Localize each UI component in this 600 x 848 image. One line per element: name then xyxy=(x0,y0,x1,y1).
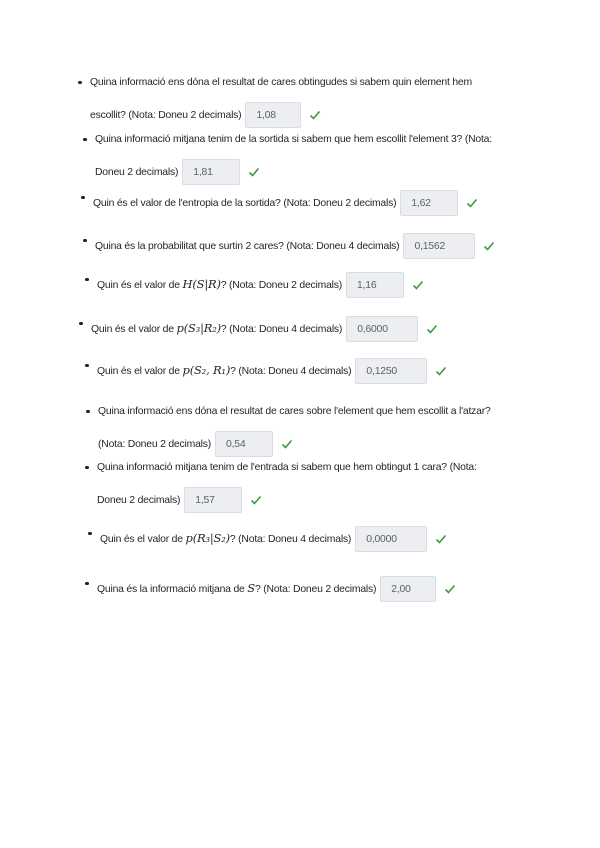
question-7-text-2: ? (Nota: Doneu 4 decimals) xyxy=(230,365,352,377)
checkmark-icon xyxy=(435,533,447,545)
checkmark-icon xyxy=(248,166,260,178)
answer-input-3[interactable]: 1,62 xyxy=(400,190,458,216)
question-9-text: Quina informació mitjana tenim de l'entrada si sabem que hem obtingut 1 cara? (Nota: xyxy=(97,462,477,473)
question-1-text: Quina informació ens dóna el resultat de cares obtingudes si sabem quin element hem xyxy=(90,77,472,88)
answer-input-5[interactable]: 1,16 xyxy=(346,272,404,298)
question-10 xyxy=(100,526,447,552)
question-11-text-2: ? (Nota: Doneu 2 decimals) xyxy=(254,583,377,595)
checkmark-icon xyxy=(426,323,438,335)
question-9-text-2: Doneu 2 decimals) xyxy=(97,494,181,506)
question-3 xyxy=(93,190,478,216)
bullet xyxy=(86,410,90,414)
checkmark-icon xyxy=(250,494,262,506)
answer-input-4[interactable]: 0,1562 xyxy=(403,233,475,259)
question-9 xyxy=(97,460,477,513)
question-11-text: Quina és la informació mitjana de xyxy=(97,583,248,595)
answer-input-6[interactable]: 0,6000 xyxy=(346,316,418,342)
answer-input-9[interactable]: 1,57 xyxy=(184,487,242,513)
checkmark-icon xyxy=(309,109,321,121)
checkmark-icon xyxy=(281,438,293,450)
bullet xyxy=(83,138,87,142)
bullet xyxy=(88,532,92,536)
bullet xyxy=(83,239,87,243)
bullet xyxy=(78,81,82,85)
bullet xyxy=(85,466,89,470)
question-10-text: Quin és el valor de xyxy=(100,533,186,545)
checkmark-icon xyxy=(483,240,495,252)
question-2 xyxy=(95,132,492,185)
question-6-text-2: ? (Nota: Doneu 4 decimals) xyxy=(220,323,343,335)
bullet xyxy=(85,364,89,368)
answer-input-11[interactable]: 2,00 xyxy=(380,576,436,602)
math-expression: p(R₃|S₂) xyxy=(185,530,230,545)
answer-input-1[interactable]: 1,08 xyxy=(245,102,301,128)
question-6-text: Quin és el valor de xyxy=(91,323,177,335)
question-4 xyxy=(95,233,495,259)
answer-input-8[interactable]: 0,54 xyxy=(215,431,273,457)
checkmark-icon xyxy=(435,365,447,377)
question-10-text-2: ? (Nota: Doneu 4 decimals) xyxy=(229,533,352,545)
bullet xyxy=(81,196,85,200)
checkmark-icon xyxy=(466,197,478,209)
answer-input-10[interactable]: 0,0000 xyxy=(355,526,427,552)
question-5 xyxy=(97,272,424,298)
question-1 xyxy=(90,75,472,128)
question-8-text: Quina informació ens dóna el resultat de cares sobre l'element que hem escollit a l'atzar? xyxy=(98,406,491,417)
answer-input-7[interactable]: 0,1250 xyxy=(355,358,427,384)
checkmark-icon xyxy=(444,583,456,595)
question-8-text-2: (Nota: Doneu 2 decimals) xyxy=(98,438,212,450)
math-expression: p(S₂, R₁) xyxy=(182,362,231,377)
question-3-text: Quin és el valor de l'entropia de la sortida? (Nota: Doneu 2 decimals) xyxy=(93,197,397,209)
math-expression: H(S|R) xyxy=(182,276,221,291)
question-4-text: Quina és la probabilitat que surtin 2 cares? (Nota: Doneu 4 decimals) xyxy=(95,240,400,252)
answer-input-2[interactable]: 1,81 xyxy=(182,159,240,185)
bullet xyxy=(85,278,89,282)
question-11 xyxy=(97,576,456,602)
question-7-text: Quin és el valor de xyxy=(97,365,183,377)
bullet xyxy=(85,582,89,586)
math-expression: p(S₃|R₂) xyxy=(176,320,221,335)
question-2-text: Quina informació mitjana tenim de la sortida si sabem que hem escollit l'element 3? (Nota: xyxy=(95,134,492,145)
question-6 xyxy=(91,316,438,342)
question-2-text-2: Doneu 2 decimals) xyxy=(95,166,179,178)
question-5-text: Quin és el valor de xyxy=(97,279,183,291)
math-expression: S xyxy=(247,580,255,595)
bullet xyxy=(79,322,83,326)
question-7 xyxy=(97,358,447,384)
checkmark-icon xyxy=(412,279,424,291)
question-1-text-2: escollit? (Nota: Doneu 2 decimals) xyxy=(90,109,242,121)
question-8 xyxy=(98,404,491,457)
question-5-text-2: ? (Nota: Doneu 2 decimals) xyxy=(220,279,343,291)
